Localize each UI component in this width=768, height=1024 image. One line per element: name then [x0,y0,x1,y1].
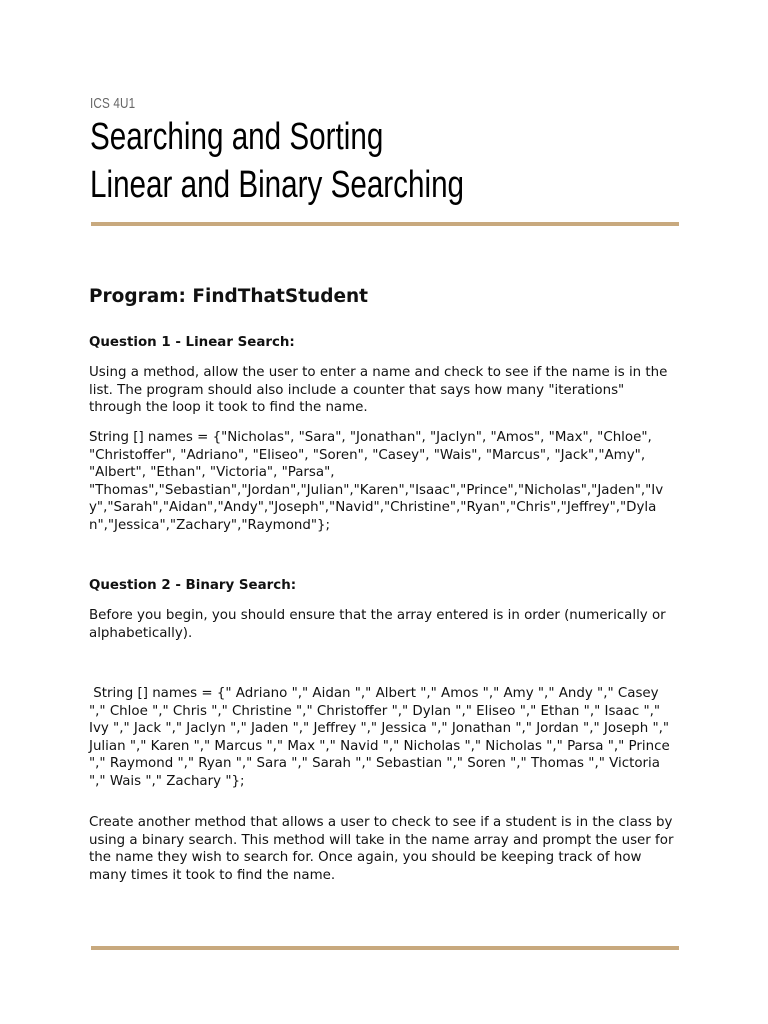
program-heading: Program: FindThatStudent [89,286,369,307]
question-1-heading: Question 1 - Linear Search: [89,335,295,350]
question-2-heading: Question 2 - Binary Search: [89,578,297,593]
question-1-instructions: Using a method, allow the user to enter a name and check to see if the name is in the list. The program should also include a counter that says how many "iterations" through the loop it took to find the name. [89,365,668,416]
question-1-code-line-2: "Thomas","Sebastian","Jordan","Julian","Karen","Isaac","Prince","Nicholas","Jaden","Ivy","Sarah","Aidan","Andy","Joseph","Navid","Christine","Ryan","Chris","Jeffrey","Dylan","Jessica","Zachary","Raymond"}; [89,482,664,533]
question-2-task: Create another method that allows a user to check to see if a student is in the class by using a binary search. This method will take in the name array and prompt the user for the name they wish to search for. Once again, you should be keeping track of how many times it took to find the name. [89,815,674,883]
page-title: Searching and Sorting [90,116,384,158]
header-divider [91,222,679,226]
question-2-code: String [] names = {" Adriano "," Aidan "," Albert "," Amos "," Amy "," Andy "," Casey "," Chloe "," Chris "," Christine "," Christoffer "," Dylan "," Eliseo "," Ethan "," Isaac "," Ivy "," Jack "," Jaclyn "," Jaden "," Jeffrey "," Jessica "," Jonathan "," Jordan "," Joseph "," Julian "," Karen "," Marcus "," Max "," Navid "," Nicholas "," Nicholas "," Parsa "," Prince "," Raymond "," Ryan "," Sara "," Sarah "," Sebastian "," Soren "," Thomas "," Victoria "," Wais "," Zachary "}; [89,686,674,789]
page-subtitle: Linear and Binary Searching [90,164,465,206]
footer-divider [91,946,679,950]
question-1-code-line-1: String [] names = {"Nicholas", "Sara", "Jonathan", "Jaclyn", "Amos", "Max", "Chloe", "Christoffer", "Adriano", "Eliseo", "Soren", "Casey", "Wais", "Marcus", "Jack","Amy", "Albert", "Ethan", "Victoria", "Parsa", [89,430,652,481]
question-1-code [89,429,675,535]
course-code: ICS 4U1 [90,95,136,112]
question-2-instructions: Before you begin, you should ensure that the array entered is in order (numerically or alphabetically). [89,608,666,641]
